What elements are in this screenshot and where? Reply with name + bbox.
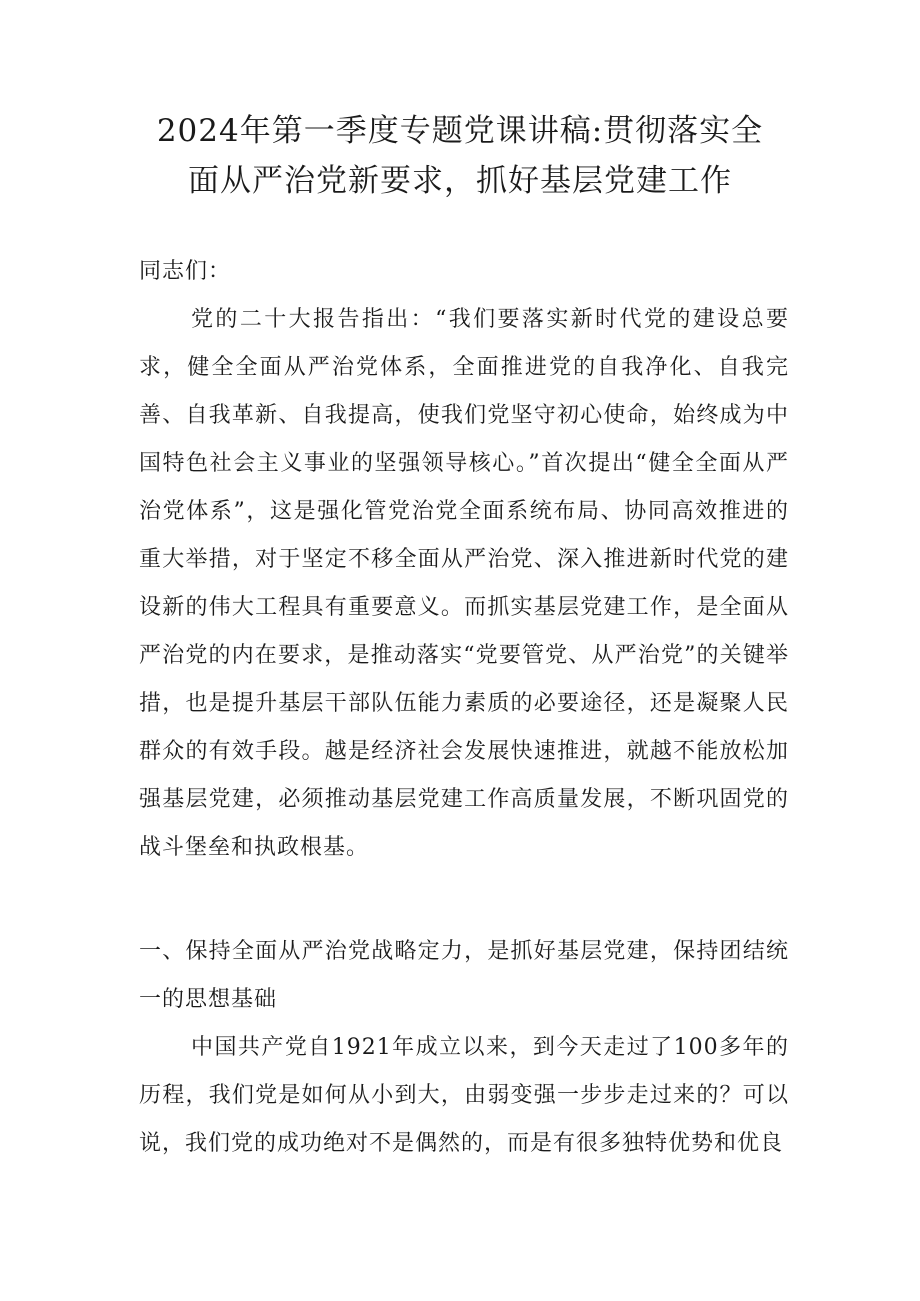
title-line-2: 面从严治党新要求，抓好基层党建工作 <box>188 163 732 199</box>
document-title <box>120 106 800 206</box>
salutation: 同志们： <box>139 259 232 284</box>
paragraph-intro: 党的二十大报告指出：“我们要落实新时代党的建设总要求，健全全面从严治党体系，全面推进党的自我净化、自我完善、自我革新、自我提高，使我们党坚守初心使命，始终成为中国特色社会主义事业的坚强领导核心。”首次提出“健全全面从严治党体系”，这是强化管党治党全面系统布局、协同高效推进的重大举措，对于坚定不移全面从严治党、深入推进新时代党的建设新的伟大工程具有重要意义。而抓实基层党建工作，是全面从严治党的内在要求，是推动落实“党要管党、从严治党”的关键举措，也是提升基层干部队伍能力素质的必要途径，还是凝聚人民群众的有效手段。越是经济社会发展快速推进，就越不能放松加强基层党建，必须推动基层党建工作高质量发展，不断巩固党的战斗堡垒和执政根基。 <box>139 307 789 860</box>
paragraph-section-1: 中国共产党自1921年成立以来，到今天走过了100多年的历程，我们党是如何从小到大，由弱变强一步步走过来的？可以说，我们党的成功绝对不是偶然的，而是有很多独特优势和优良 <box>139 1035 789 1156</box>
title-line-1: 2024年第一季度专题党课讲稿:贯彻落实全 <box>156 113 764 149</box>
section-heading-1: 一、保持全面从严治党战略定力，是抓好基层党建，保持团结统一的思想基础 <box>139 939 789 1012</box>
